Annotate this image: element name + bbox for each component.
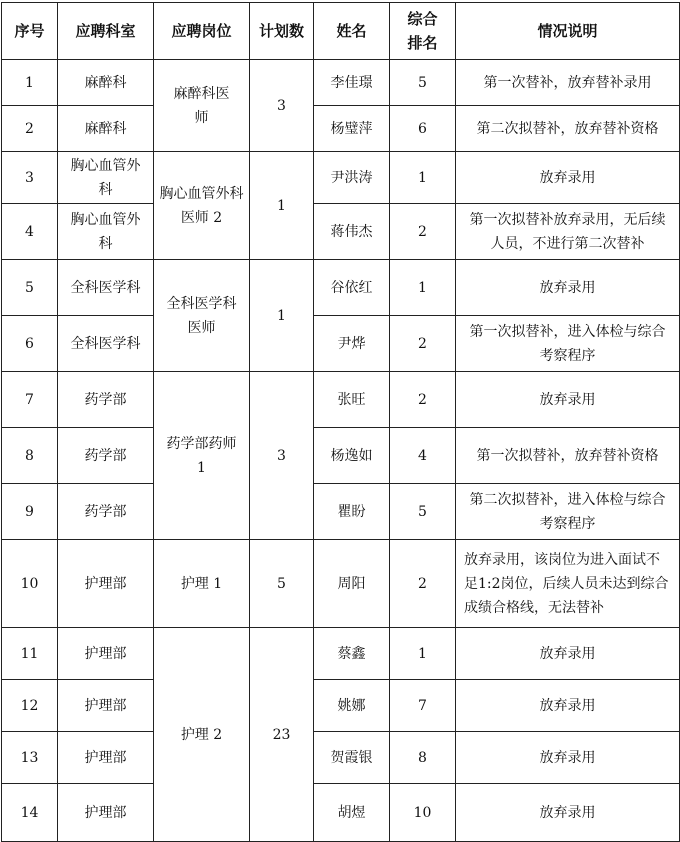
row-name: 姚娜: [314, 680, 390, 732]
row-rank: 1: [390, 152, 456, 204]
group-position: 麻醉科医师: [154, 60, 250, 152]
table-row: [2, 628, 680, 680]
row-note: 第二次拟替补，进入体检与综合考察程序: [456, 484, 680, 540]
row-rank: 8: [390, 732, 456, 784]
table-row: [2, 732, 680, 784]
row-note: 第一次拟替补，放弃替补资格: [456, 428, 680, 484]
row-note: 第一次拟替补，进入体检与综合考察程序: [456, 316, 680, 372]
row-no: 13: [2, 732, 58, 784]
row-name: 张旺: [314, 372, 390, 428]
row-no: 11: [2, 628, 58, 680]
header-note: 情况说明: [456, 3, 680, 60]
group-position: 护理 1: [154, 540, 250, 628]
group-plan: 5: [250, 540, 314, 628]
row-no: 2: [2, 106, 58, 152]
row-name: 蒋伟杰: [314, 204, 390, 260]
row-rank: 5: [390, 60, 456, 106]
group-plan: 3: [250, 372, 314, 540]
row-name: 李佳璟: [314, 60, 390, 106]
row-no: 12: [2, 680, 58, 732]
row-rank: 10: [390, 784, 456, 842]
row-dept: 全科医学科: [58, 316, 154, 372]
row-note: 第一次拟替补放弃录用，无后续人员，不进行第二次替补: [456, 204, 680, 260]
group-plan: 1: [250, 152, 314, 260]
row-note: 放弃录用: [456, 680, 680, 732]
group-plan: 1: [250, 260, 314, 372]
row-rank: 2: [390, 540, 456, 628]
row-no: 5: [2, 260, 58, 316]
row-name: 蔡鑫: [314, 628, 390, 680]
group-plan: 3: [250, 60, 314, 152]
table-row: [2, 316, 680, 372]
table-row: [2, 428, 680, 484]
row-no: 6: [2, 316, 58, 372]
header-rank: 综合排名: [390, 3, 456, 60]
row-name: 杨逸如: [314, 428, 390, 484]
group-position: 药学部药师 1: [154, 372, 250, 540]
row-no: 14: [2, 784, 58, 842]
table-row: [2, 204, 680, 260]
table-row: [2, 60, 680, 106]
row-dept: 药学部: [58, 484, 154, 540]
header-name: 姓名: [314, 3, 390, 60]
header-dept: 应聘科室: [58, 3, 154, 60]
row-no: 3: [2, 152, 58, 204]
row-note: 放弃录用: [456, 628, 680, 680]
row-dept: 麻醉科: [58, 106, 154, 152]
table-row: [2, 260, 680, 316]
row-note: 放弃录用: [456, 260, 680, 316]
row-note: 第一次替补，放弃替补录用: [456, 60, 680, 106]
group-position: 全科医学科医师: [154, 260, 250, 372]
row-dept: 护理部: [58, 540, 154, 628]
row-rank: 5: [390, 484, 456, 540]
row-name: 尹烨: [314, 316, 390, 372]
row-no: 9: [2, 484, 58, 540]
row-dept: 胸心血管外科: [58, 152, 154, 204]
row-note: 放弃录用: [456, 152, 680, 204]
row-note: 放弃录用，该岗位为进入面试不足1:2岗位，后续人员未达到综合成绩合格线，无法替补: [456, 540, 680, 628]
row-name: 瞿盼: [314, 484, 390, 540]
table-row: [2, 372, 680, 428]
row-rank: 2: [390, 372, 456, 428]
row-no: 8: [2, 428, 58, 484]
row-rank: 2: [390, 204, 456, 260]
row-name: 谷依红: [314, 260, 390, 316]
group-position: 胸心血管外科医师 2: [154, 152, 250, 260]
row-rank: 1: [390, 628, 456, 680]
row-no: 10: [2, 540, 58, 628]
header-plan: 计划数: [250, 3, 314, 60]
row-dept: 药学部: [58, 372, 154, 428]
row-name: 贺霞银: [314, 732, 390, 784]
row-no: 4: [2, 204, 58, 260]
row-name: 周阳: [314, 540, 390, 628]
row-rank: 4: [390, 428, 456, 484]
row-no: 7: [2, 372, 58, 428]
table-row: [2, 484, 680, 540]
table-row: [2, 152, 680, 204]
row-name: 胡煜: [314, 784, 390, 842]
group-position: 护理 2: [154, 628, 250, 842]
row-rank: 2: [390, 316, 456, 372]
row-dept: 护理部: [58, 732, 154, 784]
group-plan: 23: [250, 628, 314, 842]
row-note: 放弃录用: [456, 372, 680, 428]
row-name: 尹洪涛: [314, 152, 390, 204]
header-position: 应聘岗位: [154, 3, 250, 60]
table-row: [2, 106, 680, 152]
row-note: 第二次拟替补，放弃替补资格: [456, 106, 680, 152]
row-dept: 护理部: [58, 680, 154, 732]
table-row: [2, 784, 680, 842]
row-dept: 药学部: [58, 428, 154, 484]
header-row: [2, 3, 680, 60]
row-dept: 护理部: [58, 784, 154, 842]
row-dept: 胸心血管外科: [58, 204, 154, 260]
row-rank: 7: [390, 680, 456, 732]
substitution-table: [1, 2, 680, 842]
row-no: 1: [2, 60, 58, 106]
table-row: [2, 680, 680, 732]
row-note: 放弃录用: [456, 732, 680, 784]
row-rank: 6: [390, 106, 456, 152]
row-rank: 1: [390, 260, 456, 316]
row-dept: 麻醉科: [58, 60, 154, 106]
row-dept: 全科医学科: [58, 260, 154, 316]
header-no: 序号: [2, 3, 58, 60]
row-note: 放弃录用: [456, 784, 680, 842]
row-dept: 护理部: [58, 628, 154, 680]
row-name: 杨璧萍: [314, 106, 390, 152]
table-row: [2, 540, 680, 628]
